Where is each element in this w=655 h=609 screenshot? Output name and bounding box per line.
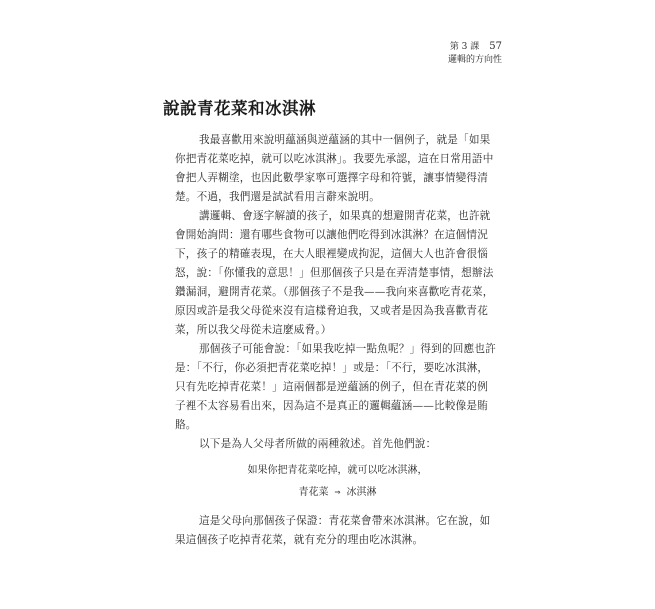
implies-arrow-icon: ⇒ <box>334 487 341 498</box>
text-line: 鑽漏洞，避開青花菜。（那個孩子不是我——我向來喜歡吃青花菜， <box>175 286 494 298</box>
text-line: 果這個孩子吃掉青花菜，就有充分的理由吃冰淇淋。 <box>175 534 424 546</box>
text-line: 你把青花菜吃掉，就可以吃冰淇淋」。我要先承認，這在日常用語中 <box>175 153 494 165</box>
text-line: 是：「不行，你必須把青花菜吃掉！」或是：「不行，要吃冰淇淋， <box>175 362 489 374</box>
paragraph-4 <box>175 435 500 454</box>
text-line: 那個孩子可能會說：「如果我吃掉一點魚呢？」得到的回應也許 <box>199 343 496 355</box>
text-line: 會開始詢問：還有哪些食物可以讓他們吃得到冰淇淋？在這個情況 <box>175 229 489 241</box>
text-line: 以下是為人父母者所做的兩種敘述。首先他們說： <box>199 438 437 450</box>
text-line: 楚。不過，我們還是試試看用言辭來說明。 <box>175 191 381 203</box>
paragraph-2 <box>175 207 500 340</box>
text-line: 賂。 <box>175 419 197 431</box>
body-text <box>175 131 500 454</box>
running-head <box>448 41 502 67</box>
running-head-top <box>448 41 502 53</box>
formula-implication <box>175 483 500 498</box>
paragraph-3 <box>175 340 500 435</box>
text-line: 子裡不太容易看出來，因為這不是真正的邏輯蘊涵——比較像是賄 <box>175 400 489 412</box>
text-line: 只有先吃掉青花菜！」這兩個都是逆蘊涵的例子，但在青花菜的例 <box>175 381 489 393</box>
closing-paragraph <box>175 512 500 550</box>
text-line: 原因或許是我父母從來沒有這樣脅迫我，又或者是因為我喜歡青花 <box>175 305 489 317</box>
formula-statement: 如果你把青花菜吃掉，就可以吃冰淇淋， <box>247 465 428 476</box>
page-number: 57 <box>489 41 502 52</box>
formula-antecedent: 青花菜 <box>298 487 329 498</box>
text-line: 怒，說：「你懂我的意思！」但那個孩子只是在弄清楚事情，想辦法 <box>175 267 494 279</box>
chapter-label: 第 3 課 <box>449 42 480 52</box>
text-line: 這是父母向那個孩子保證：青花菜會帶來冰淇淋。它在說，如 <box>199 515 491 527</box>
text-line: 會把人弄糊塗，也因此數學家寧可選擇字母和符號，讓事情變得清 <box>175 172 489 184</box>
text-line: 講邏輯、會逐字解讀的孩子，如果真的想避開青花菜，也許就 <box>199 210 491 222</box>
section-title: 邏輯的方向性 <box>447 55 502 65</box>
paragraph-1 <box>175 131 500 207</box>
section-heading: 說說青花菜和冰淇淋 <box>163 99 316 118</box>
text-line: 下，孩子的精確表現，在大人眼裡變成拘泥，這個大人也許會很惱 <box>175 248 489 260</box>
text-line: 我最喜歡用來說明蘊涵與逆蘊涵的其中一個例子，就是「如果 <box>199 134 491 146</box>
formula-consequent: 冰淇淋 <box>346 487 377 498</box>
text-line: 菜，所以我父母從未這麼威脅。） <box>175 324 332 336</box>
